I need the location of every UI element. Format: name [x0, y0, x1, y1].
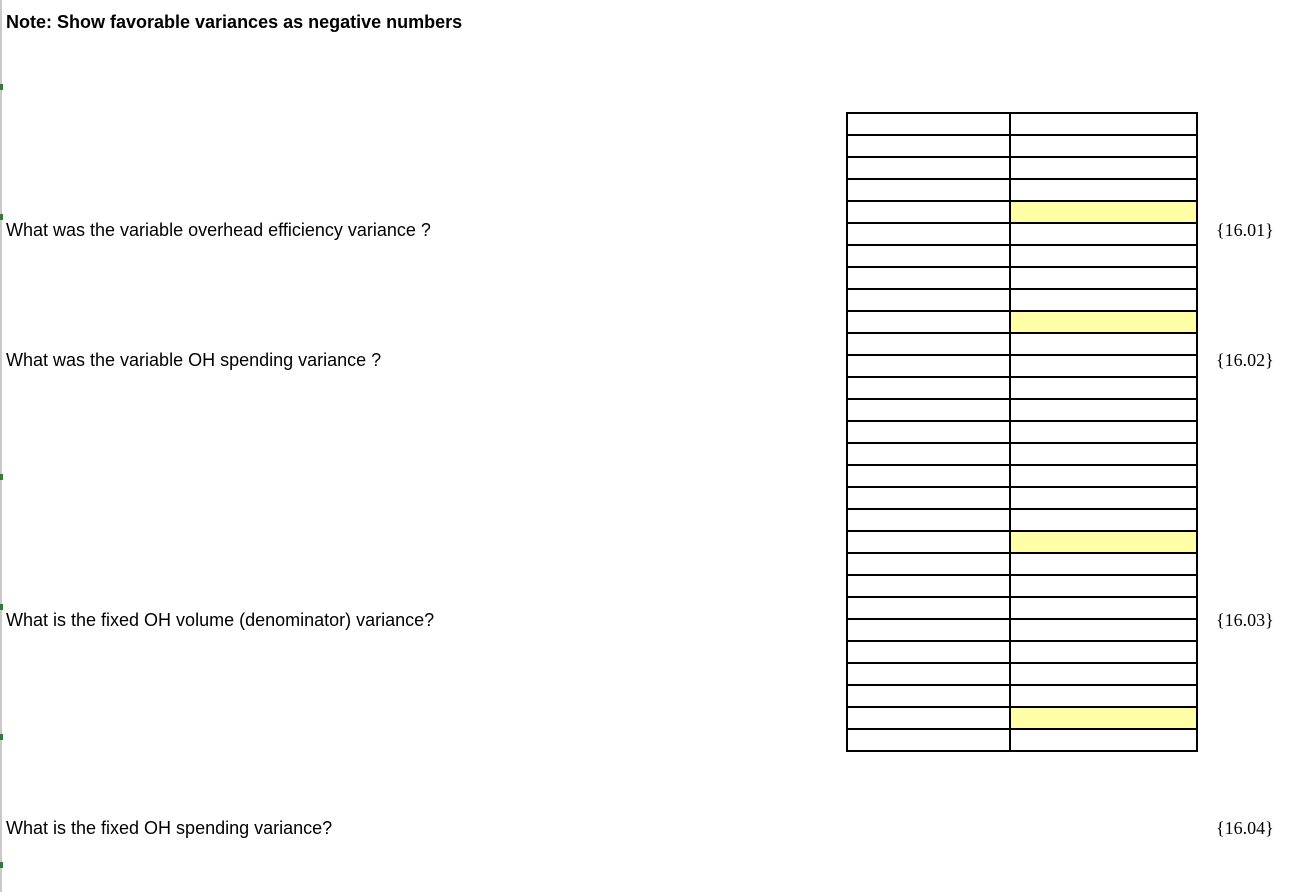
grid-cell[interactable] [847, 487, 1010, 509]
grid-cell[interactable] [847, 179, 1010, 201]
grid-cell[interactable] [1010, 113, 1197, 135]
grid-cell[interactable] [847, 553, 1010, 575]
grid-cell[interactable] [1010, 157, 1197, 179]
question-code-16-04: {16.04} [1216, 818, 1274, 838]
grid-cell[interactable] [847, 421, 1010, 443]
row-marker [0, 734, 3, 740]
sheet-left-edge [0, 0, 2, 892]
grid-cell[interactable] [1010, 685, 1197, 707]
grid-cell[interactable] [847, 575, 1010, 597]
answer-grid [846, 112, 1198, 752]
grid-cell[interactable] [847, 355, 1010, 377]
answer-input-16-01[interactable] [1010, 201, 1197, 223]
grid-cell[interactable] [847, 729, 1010, 751]
row-marker [0, 214, 3, 220]
row-marker [0, 84, 3, 90]
grid-cell[interactable] [847, 685, 1010, 707]
grid-cell[interactable] [847, 399, 1010, 421]
grid-cell[interactable] [847, 597, 1010, 619]
question-3-text: What is the fixed OH volume (denominator) variance? [6, 610, 435, 630]
grid-cell[interactable] [847, 641, 1010, 663]
grid-cell[interactable] [1010, 421, 1197, 443]
grid-cell[interactable] [1010, 135, 1197, 157]
grid-cell[interactable] [847, 619, 1010, 641]
row-marker [0, 862, 3, 868]
question-4-text: What is the fixed OH spending variance? [6, 818, 333, 838]
answer-input-16-04[interactable] [1010, 707, 1197, 729]
grid-cell[interactable] [847, 267, 1010, 289]
grid-cell[interactable] [1010, 267, 1197, 289]
grid-cell[interactable] [847, 157, 1010, 179]
grid-cell[interactable] [1010, 575, 1197, 597]
grid-cell[interactable] [847, 377, 1010, 399]
grid-cell[interactable] [847, 465, 1010, 487]
grid-cell[interactable] [1010, 553, 1197, 575]
grid-cell[interactable] [847, 509, 1010, 531]
answer-input-16-02[interactable] [1010, 311, 1197, 333]
grid-cell[interactable] [1010, 465, 1197, 487]
row-marker [0, 604, 3, 610]
question-code-16-02: {16.02} [1216, 350, 1274, 370]
grid-cell[interactable] [847, 311, 1010, 333]
grid-cell[interactable] [847, 531, 1010, 553]
grid-cell[interactable] [1010, 289, 1197, 311]
grid-cell[interactable] [847, 135, 1010, 157]
question-2-text: What was the variable OH spending variance ? [6, 350, 382, 370]
grid-cell[interactable] [1010, 729, 1197, 751]
grid-cell[interactable] [847, 707, 1010, 729]
row-marker [0, 474, 3, 480]
grid-cell[interactable] [1010, 377, 1197, 399]
grid-cell[interactable] [1010, 619, 1197, 641]
grid-cell[interactable] [847, 113, 1010, 135]
grid-cell[interactable] [847, 333, 1010, 355]
grid-cell[interactable] [847, 443, 1010, 465]
grid-cell[interactable] [1010, 355, 1197, 377]
grid-cell[interactable] [1010, 245, 1197, 267]
question-code-16-03: {16.03} [1216, 610, 1274, 630]
grid-cell[interactable] [1010, 179, 1197, 201]
grid-cell[interactable] [1010, 333, 1197, 355]
grid-cell[interactable] [1010, 223, 1197, 245]
grid-cell[interactable] [847, 201, 1010, 223]
grid-cell[interactable] [1010, 509, 1197, 531]
grid-cell[interactable] [847, 223, 1010, 245]
grid-cell[interactable] [1010, 597, 1197, 619]
question-1-text: What was the variable overhead efficiency variance ? [6, 220, 431, 240]
answer-input-16-03[interactable] [1010, 531, 1197, 553]
grid-cell[interactable] [847, 663, 1010, 685]
grid-cell[interactable] [1010, 487, 1197, 509]
note-heading: Note: Show favorable variances as negative numbers [6, 12, 463, 32]
grid-cell[interactable] [847, 245, 1010, 267]
grid-cell[interactable] [1010, 641, 1197, 663]
grid-cell[interactable] [847, 289, 1010, 311]
grid-cell[interactable] [1010, 399, 1197, 421]
grid-cell[interactable] [1010, 663, 1197, 685]
question-code-16-01: {16.01} [1216, 220, 1274, 240]
grid-cell[interactable] [1010, 443, 1197, 465]
